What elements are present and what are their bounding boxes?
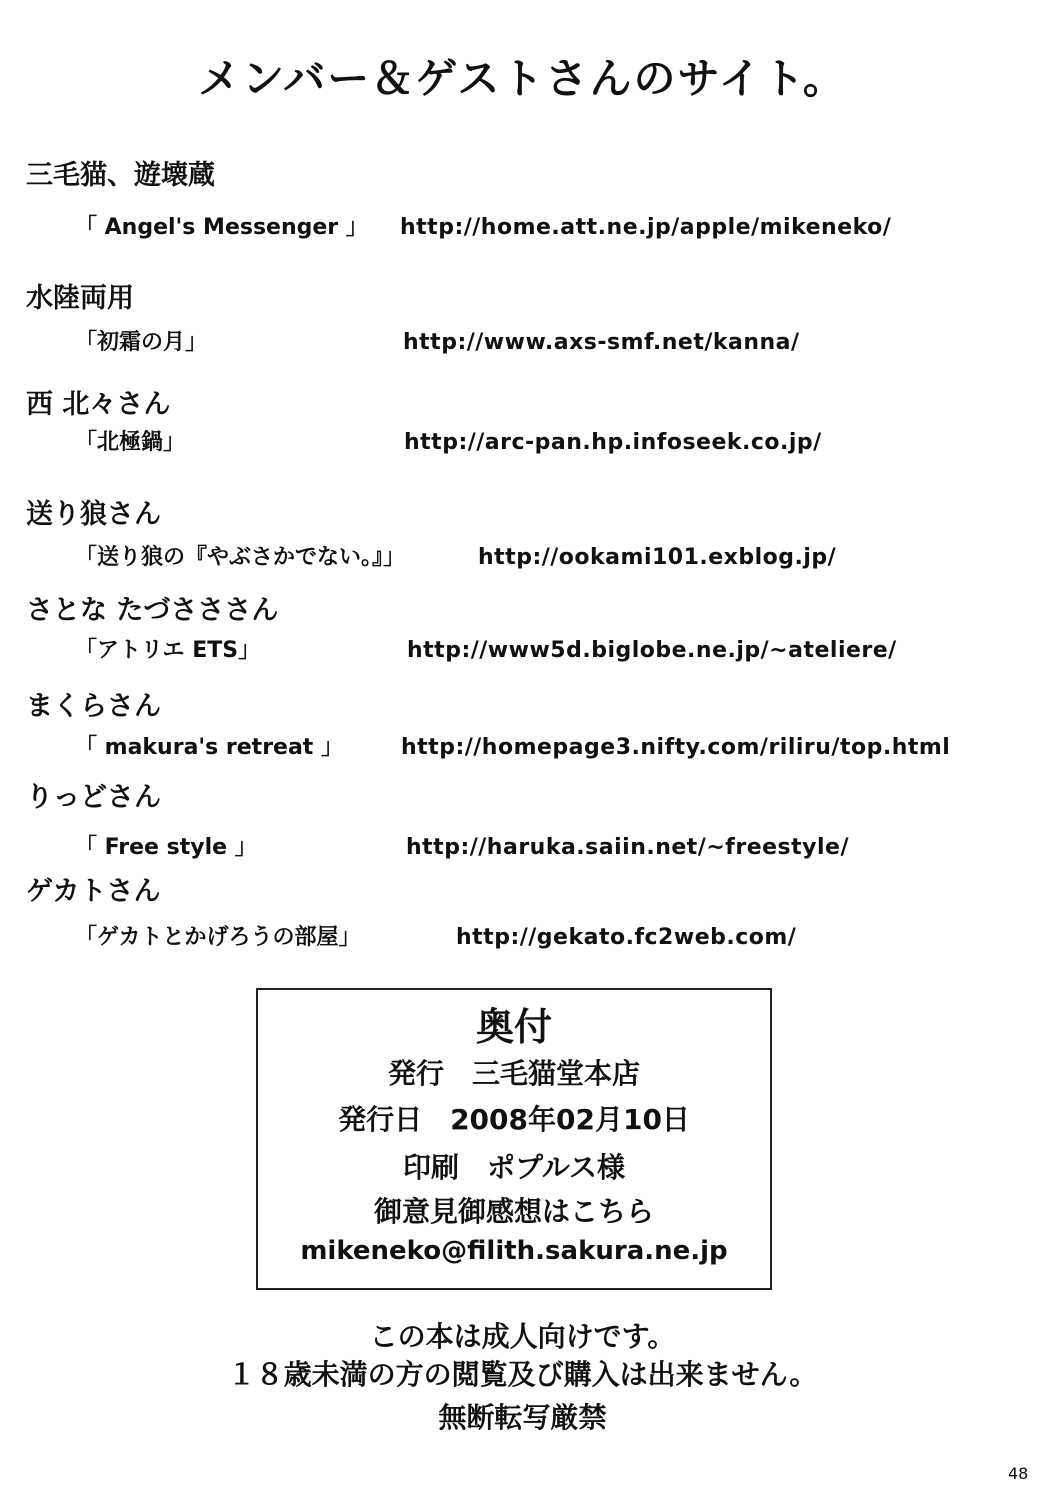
site-title: 「送り狼の『やぶさかでない。』」 (75, 545, 406, 570)
adult-notice: この本は成人向けです。 (369, 1320, 676, 1353)
member-name: 三毛猫、遊壊蔵 (26, 160, 215, 191)
member-name: りっどさん (26, 782, 161, 813)
member-name: 西 北々さん (26, 389, 171, 420)
page-number: 48 (1008, 1464, 1029, 1483)
age-restriction-notice: １８歳未満の方の閲覧及び購入は出来ません。 (227, 1358, 818, 1391)
colophon-email: mikeneko@filith.sakura.ne.jp (300, 1236, 728, 1266)
member-name: 水陸両用 (26, 283, 134, 314)
member-name: さとな たづさささん (26, 595, 279, 626)
site-url: http://arc-pan.hp.infoseek.co.jp/ (404, 430, 822, 455)
site-url: http://home.att.ne.jp/apple/mikeneko/ (400, 215, 892, 240)
site-title: 「ゲカトとかげろうの部屋」 (75, 925, 361, 950)
site-url: http://www5d.biglobe.ne.jp/~ateliere/ (407, 638, 897, 663)
site-url: http://gekato.fc2web.com/ (456, 925, 797, 950)
site-url: http://ookami101.exblog.jp/ (478, 545, 837, 570)
member-name: ゲカトさん (26, 876, 161, 907)
colophon-date: 発行日 2008年02月10日 (338, 1103, 690, 1136)
copyright-notice: 無断転写厳禁 (438, 1401, 607, 1434)
site-title: 「 Angel's Messenger 」 (75, 215, 368, 240)
site-url: http://haruka.saiin.net/~freestyle/ (406, 835, 849, 860)
site-title: 「 Free style 」 (75, 835, 257, 860)
colophon-heading: 奥付 (475, 1005, 552, 1049)
site-title: 「 makura's retreat 」 (75, 735, 343, 760)
colophon-feedback: 御意見御感想はこちら (373, 1195, 654, 1228)
member-name: 送り狼さん (26, 499, 161, 530)
site-title: 「北極鍋」 (75, 430, 186, 455)
colophon-box (256, 988, 772, 1290)
member-name: まくらさん (26, 691, 161, 722)
site-url: http://homepage3.nifty.com/riliru/top.html (401, 735, 951, 760)
site-url: http://www.axs-smf.net/kanna/ (403, 330, 800, 355)
site-title: 「初霜の月」 (75, 330, 208, 355)
site-title: 「アトリエ ETS」 (75, 638, 261, 663)
colophon-publisher: 発行 三毛猫堂本店 (387, 1057, 640, 1090)
page-title: メンバー＆ゲストさんのサイト。 (198, 54, 847, 103)
colophon-printer: 印刷 ポプルス様 (402, 1151, 626, 1184)
